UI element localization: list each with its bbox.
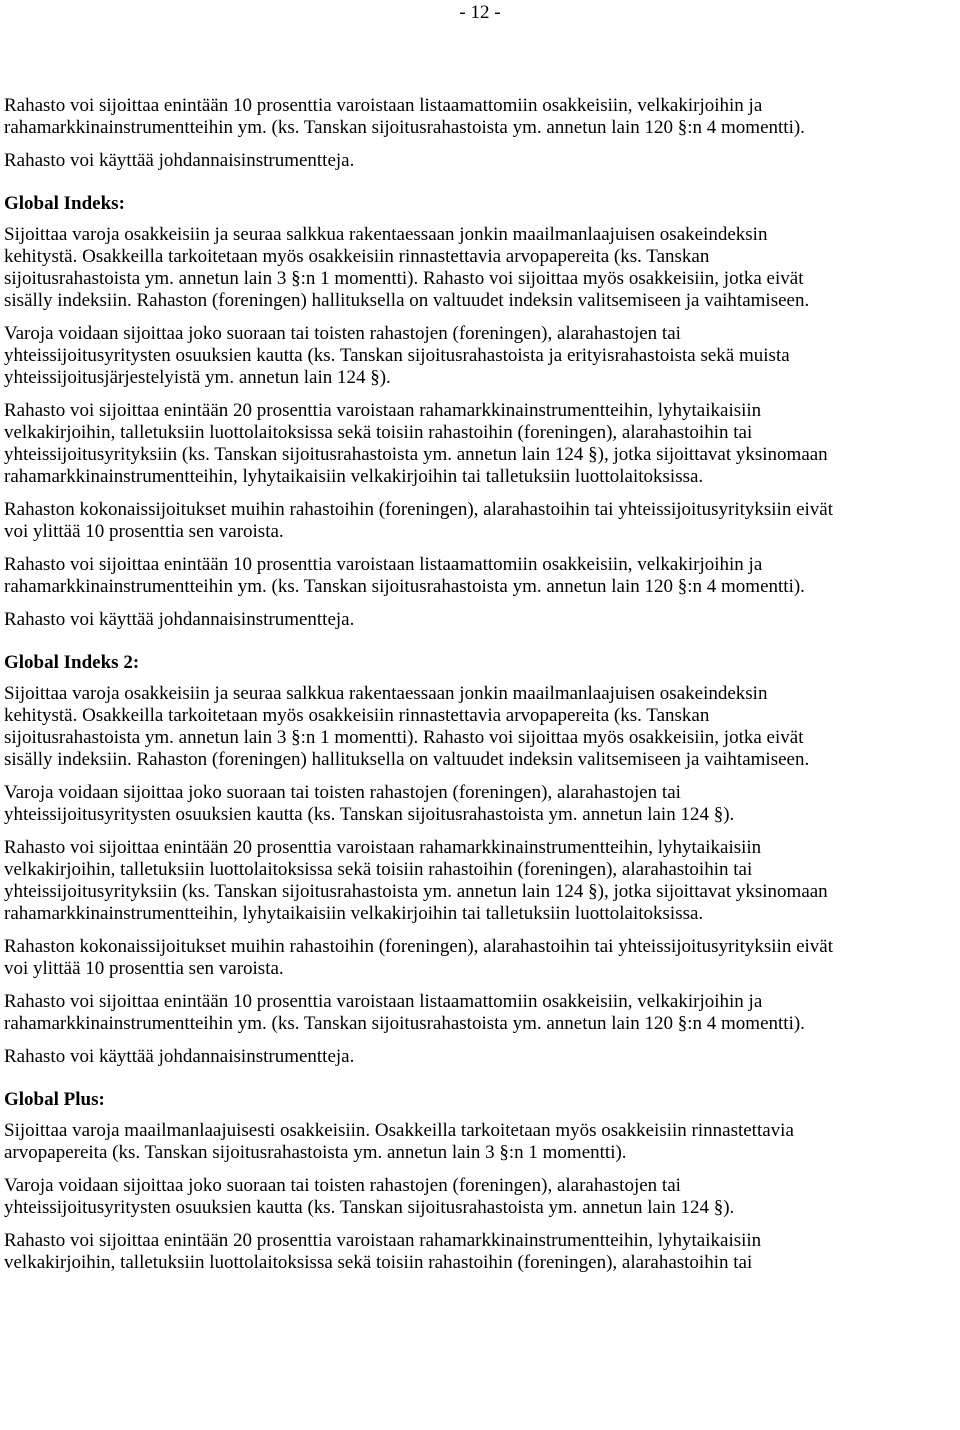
- text-line: Rahasto voi sijoittaa enintään 10 prosenttia varoistaan listaamattomiin osakkeisiin, velkakirjoihin ja: [4, 95, 763, 116]
- paragraph: [4, 837, 954, 925]
- text-line: rahamarkkinainstrumentteihin ym. (ks. Tanskan sijoitusrahastoista ym. annetun lain 120 §:n 4 momentti).: [4, 576, 805, 597]
- text-line: rahamarkkinainstrumentteihin, lyhytaikaisiin velkakirjoihin tai talletuksiin luottolaitoksissa.: [4, 903, 704, 924]
- text-line: velkakirjoihin, talletuksiin luottolaitoksissa sekä toisiin rahastoihin (foreningen), alarahastoihin tai: [4, 859, 753, 880]
- text-line: rahamarkkinainstrumentteihin ym. (ks. Tanskan sijoitusrahastoista ym. annetun lain 120 §:n 4 momentti).: [4, 1013, 805, 1034]
- paragraph: [4, 1046, 954, 1068]
- text-line: yhteissijoitusyritysten osuuksien kautta (ks. Tanskan sijoitusrahastoista ja erityisrahastoista sekä muista: [4, 345, 790, 366]
- paragraph: [4, 323, 954, 389]
- text-line: Varoja voidaan sijoittaa joko suoraan tai toisten rahastojen (foreningen), alarahastojen tai: [4, 323, 681, 344]
- paragraph: [4, 224, 954, 312]
- paragraph: [4, 609, 954, 631]
- text-line: velkakirjoihin, talletuksiin luottolaitoksissa sekä toisiin rahastoihin (foreningen), alarahastoihin tai: [4, 422, 753, 443]
- paragraph: [4, 936, 954, 980]
- document-body: [4, 95, 954, 1274]
- text-line: yhteissijoitusjärjestelyistä ym. annetun lain 124 §).: [4, 367, 391, 388]
- text-line: Rahasto voi sijoittaa enintään 10 prosenttia varoistaan listaamattomiin osakkeisiin, velkakirjoihin ja: [4, 991, 763, 1012]
- text-line: Rahasto voi sijoittaa enintään 20 prosenttia varoistaan rahamarkkinainstrumentteihin, lyhytaikaisiin: [4, 400, 762, 421]
- paragraph: [4, 991, 954, 1035]
- paragraph: [4, 150, 954, 172]
- text-line: velkakirjoihin, talletuksiin luottolaitoksissa sekä toisiin rahastoihin (foreningen), alarahastoihin tai: [4, 1252, 753, 1273]
- text-line: yhteissijoitusyrityksiin (ks. Tanskan sijoitusrahastoista ym. annetun lain 124 §), jotka sijoittavat yksinomaan: [4, 881, 828, 902]
- text-line: Sijoittaa varoja maailmanlaajuisesti osakkeisiin. Osakkeilla tarkoitetaan myös osakkeisiin rinnastettavia: [4, 1120, 794, 1141]
- text-line: arvopapereita (ks. Tanskan sijoitusrahastoista ym. annetun lain 3 §:n 1 momentti).: [4, 1142, 627, 1163]
- text-line: Rahaston kokonaissijoitukset muihin rahastoihin (foreningen), alarahastoihin tai yhteissijoitusyrityksiin eivät: [4, 499, 834, 520]
- text-line: Rahasto voi sijoittaa enintään 20 prosenttia varoistaan rahamarkkinainstrumentteihin, lyhytaikaisiin: [4, 1230, 762, 1251]
- section-heading: Global Indeks:: [4, 193, 125, 214]
- text-line: yhteissijoitusyritysten osuuksien kautta (ks. Tanskan sijoitusrahastoista ym. annetun lain 124 §).: [4, 1197, 735, 1218]
- text-line: rahamarkkinainstrumentteihin, lyhytaikaisiin velkakirjoihin tai talletuksiin luottolaitoksissa.: [4, 466, 704, 487]
- paragraph: [4, 499, 954, 543]
- text-line: Rahasto voi sijoittaa enintään 10 prosenttia varoistaan listaamattomiin osakkeisiin, velkakirjoihin ja: [4, 554, 763, 575]
- text-line: kehitystä. Osakkeilla tarkoitetaan myös osakkeisiin rinnastettavia arvopapereita (ks. Tanskan: [4, 705, 710, 726]
- text-line: Sijoittaa varoja osakkeisiin ja seuraa salkkua rakentaessaan jonkin maailmanlaajuisen osakeindeksin: [4, 224, 768, 245]
- text-line: Rahasto voi käyttää johdannaisinstrumentteja.: [4, 150, 355, 171]
- text-line: Rahaston kokonaissijoitukset muihin rahastoihin (foreningen), alarahastoihin tai yhteissijoitusyrityksiin eivät: [4, 936, 834, 957]
- text-line: Rahasto voi käyttää johdannaisinstrumentteja.: [4, 1046, 355, 1067]
- text-line: Rahasto voi sijoittaa enintään 20 prosenttia varoistaan rahamarkkinainstrumentteihin, lyhytaikaisiin: [4, 837, 762, 858]
- text-line: voi ylittää 10 prosenttia sen varoista.: [4, 521, 284, 542]
- text-line: yhteissijoitusyritysten osuuksien kautta (ks. Tanskan sijoitusrahastoista ym. annetun lain 124 §).: [4, 804, 735, 825]
- section-heading: Global Indeks 2:: [4, 652, 140, 673]
- paragraph: [4, 95, 954, 139]
- text-line: sijoitusrahastoista ym. annetun lain 3 §:n 1 momentti). Rahasto voi sijoittaa myös osakkeisiin, jotka eivät: [4, 268, 804, 289]
- section-heading: Global Plus:: [4, 1089, 105, 1110]
- text-line: sijoitusrahastoista ym. annetun lain 3 §:n 1 momentti). Rahasto voi sijoittaa myös osakkeisiin, jotka eivät: [4, 727, 804, 748]
- page-number: - 12 -: [459, 2, 501, 23]
- paragraph: [4, 554, 954, 598]
- paragraph: [4, 1120, 954, 1164]
- text-line: Varoja voidaan sijoittaa joko suoraan tai toisten rahastojen (foreningen), alarahastojen tai: [4, 782, 681, 803]
- text-line: rahamarkkinainstrumentteihin ym. (ks. Tanskan sijoitusrahastoista ym. annetun lain 120 §:n 4 momentti).: [4, 117, 805, 138]
- text-line: kehitystä. Osakkeilla tarkoitetaan myös osakkeisiin rinnastettavia arvopapereita (ks. Tanskan: [4, 246, 710, 267]
- paragraph: [4, 1175, 954, 1219]
- text-line: Sijoittaa varoja osakkeisiin ja seuraa salkkua rakentaessaan jonkin maailmanlaajuisen osakeindeksin: [4, 683, 768, 704]
- text-line: Varoja voidaan sijoittaa joko suoraan tai toisten rahastojen (foreningen), alarahastojen tai: [4, 1175, 681, 1196]
- text-line: Rahasto voi käyttää johdannaisinstrumentteja.: [4, 609, 355, 630]
- paragraph: [4, 1230, 954, 1274]
- paragraph: [4, 782, 954, 826]
- paragraph: [4, 400, 954, 488]
- paragraph: [4, 683, 954, 771]
- text-line: sisälly indeksiin. Rahaston (foreningen) hallituksella on valtuudet indeksin valitsemiseen ja vaihtamiseen.: [4, 290, 810, 311]
- text-line: sisälly indeksiin. Rahaston (foreningen) hallituksella on valtuudet indeksin valitsemiseen ja vaihtamiseen.: [4, 749, 810, 770]
- text-line: voi ylittää 10 prosenttia sen varoista.: [4, 958, 284, 979]
- text-line: yhteissijoitusyrityksiin (ks. Tanskan sijoitusrahastoista ym. annetun lain 124 §), jotka sijoittavat yksinomaan: [4, 444, 828, 465]
